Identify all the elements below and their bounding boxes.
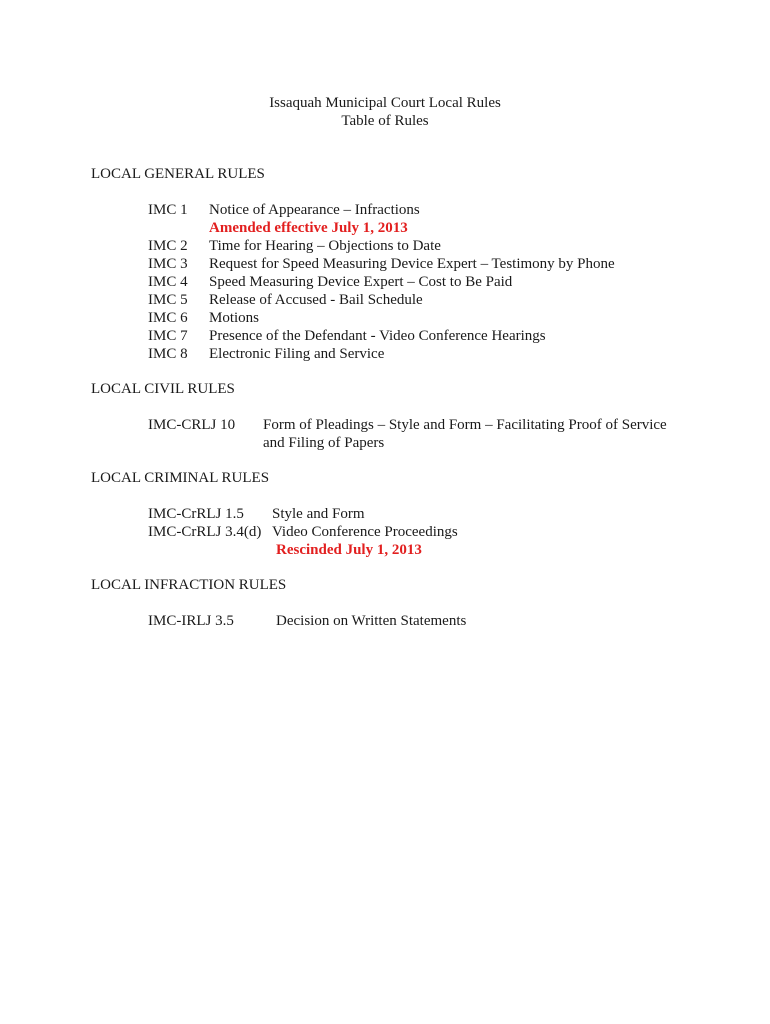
rule-title: Presence of the Defendant - Video Conference Hearings	[209, 328, 546, 344]
rule-status-note: Amended effective July 1, 2013	[209, 220, 408, 236]
rule-title: Request for Speed Measuring Device Expert – Testimony by Phone	[209, 256, 615, 272]
document-title: Issaquah Municipal Court Local Rules	[269, 95, 501, 111]
rule-code: IMC 3	[148, 256, 188, 272]
rule-title: Time for Hearing – Objections to Date	[209, 238, 441, 254]
rule-code: IMC 5	[148, 292, 188, 308]
rule-title: Release of Accused - Bail Schedule	[209, 292, 423, 308]
rule-code: IMC 7	[148, 328, 188, 344]
rule-title-continued: and Filing of Papers	[263, 435, 385, 451]
rule-code: IMC 1	[148, 202, 188, 218]
rule-code: IMC-CRLJ 10	[148, 417, 236, 433]
rule-status-note: Rescinded July 1, 2013	[276, 542, 422, 558]
rule-title: Video Conference Proceedings	[272, 524, 458, 540]
rule-code: IMC-CrRLJ 3.4(d)	[148, 524, 262, 540]
section-heading-general: LOCAL GENERAL RULES	[91, 166, 265, 182]
section-heading-infraction: LOCAL INFRACTION RULES	[91, 577, 287, 593]
rule-code: IMC 6	[148, 310, 188, 326]
rule-title: Style and Form	[272, 506, 365, 522]
rule-title: Notice of Appearance – Infractions	[209, 202, 420, 218]
section-heading-criminal: LOCAL CRIMINAL RULES	[91, 470, 270, 486]
document-subtitle: Table of Rules	[341, 113, 429, 129]
rule-title: Form of Pleadings – Style and Form – Facilitating Proof of Service	[263, 417, 667, 433]
rule-code: IMC 4	[148, 274, 188, 290]
rule-code: IMC-CrRLJ 1.5	[148, 506, 244, 522]
rule-code: IMC 8	[148, 346, 188, 362]
rule-title: Decision on Written Statements	[276, 613, 467, 629]
rule-title: Speed Measuring Device Expert – Cost to Be Paid	[209, 274, 513, 290]
section-heading-civil: LOCAL CIVIL RULES	[91, 381, 235, 397]
rule-code: IMC-IRLJ 3.5	[148, 613, 234, 629]
rule-code: IMC 2	[148, 238, 188, 254]
rule-title: Electronic Filing and Service	[209, 346, 385, 362]
rule-title: Motions	[209, 310, 260, 326]
